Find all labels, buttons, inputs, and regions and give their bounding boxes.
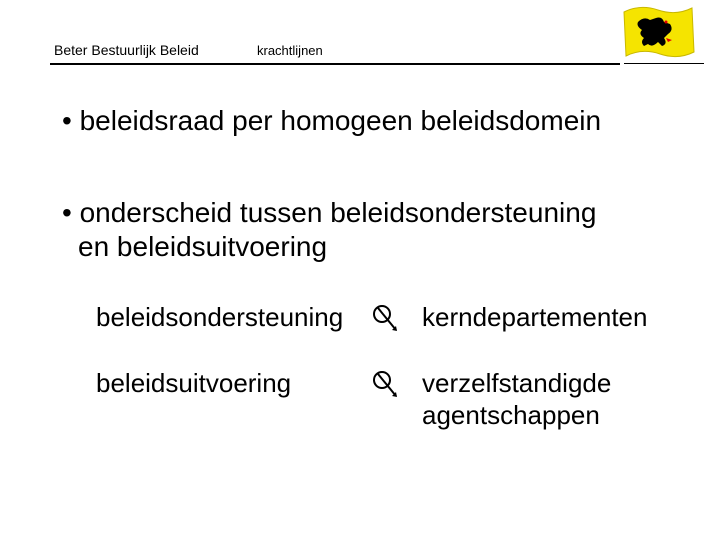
header-title: Beter Bestuurlijk Beleid	[54, 42, 199, 58]
arrow-icon	[370, 302, 402, 334]
bullet-onderscheid-line2: en beleidsuitvoering	[78, 231, 328, 262]
mapping-left-uitvoering: beleidsuitvoering	[96, 368, 292, 398]
header-divider-right	[624, 63, 704, 64]
mapping-right-kerndepartementen: kerndepartementen	[422, 302, 648, 332]
header-subtitle: krachtlijnen	[257, 43, 323, 58]
bullet-onderscheid	[62, 196, 596, 264]
header-divider	[50, 63, 620, 65]
arrow-icon	[370, 368, 402, 400]
flemish-lion-flag-icon	[620, 2, 696, 62]
mapping-right-verzelfstandigde: verzelfstandigde	[422, 368, 612, 398]
mapping-left-ondersteuning: beleidsondersteuning	[96, 302, 344, 332]
bullet-beleidsraad: • beleidsraad per homogeen beleidsdomein	[62, 105, 602, 136]
bullet-onderscheid-line1: • onderscheid tussen beleidsondersteuning	[62, 197, 597, 228]
mapping-right-agentschappen: agentschappen	[422, 400, 600, 430]
